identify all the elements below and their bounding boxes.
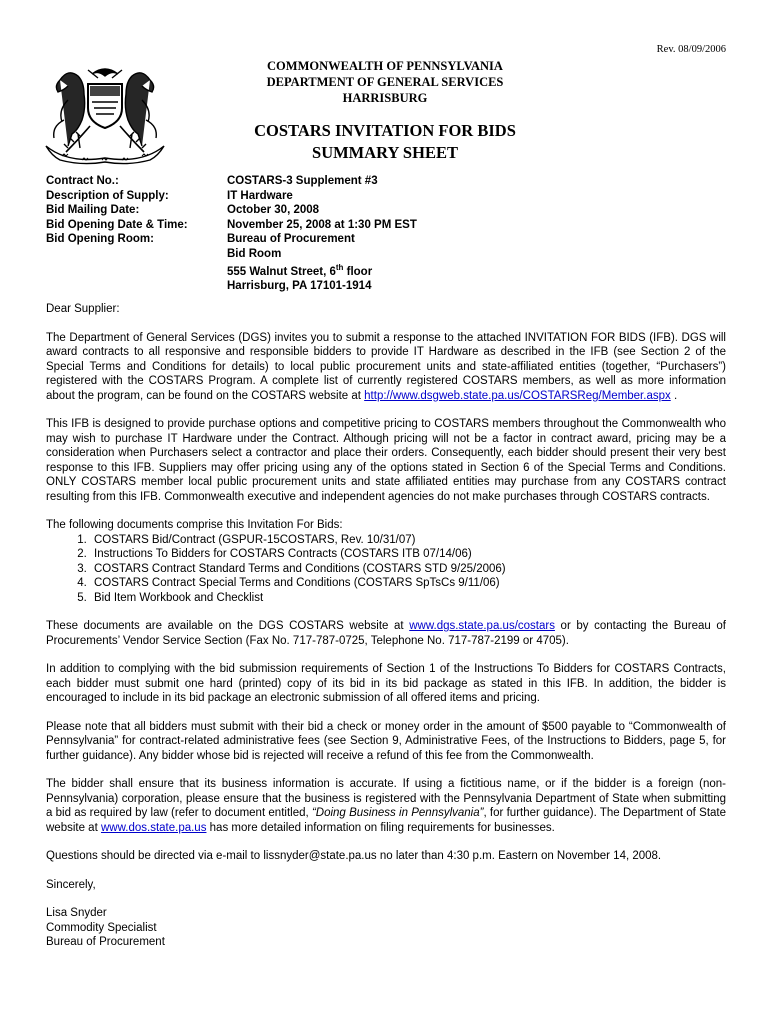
title-line: COSTARS INVITATION FOR BIDS (254, 121, 516, 140)
signer-bureau: Bureau of Procurement (46, 936, 165, 948)
contract-no-value: COSTARS-3 Supplement #3 (227, 175, 378, 187)
agency-line: HARRISBURG (342, 91, 428, 105)
list-item: 5. Bid Item Workbook and Checklist (90, 591, 726, 606)
paragraph-fee: Please note that all bidders must submit with their bid a check or money order in the amount of $500 payable to “Commonwealth of Pennsylvania” for contract-related administrative fees (see Section 9, Administrative Fees, of the Instructions to Bidders, page 5, for further guidance). Any bidder whose bid is rejected will receive a refund of this fee from the Commonwealth. (46, 720, 726, 762)
list-item: 2. Instructions To Bidders for COSTARS Contracts (COSTARS ITB 07/14/06) (90, 547, 726, 562)
signer-title: Commodity Specialist (46, 921, 157, 934)
opening-room-label: Bid Opening Room: (46, 233, 154, 245)
room-line: Bureau of Procurement (227, 233, 355, 245)
closing: Sincerely, (46, 878, 96, 891)
list-item: 3. COSTARS Contract Standard Terms and Conditions (COSTARS STD 9/25/2006) (90, 562, 726, 577)
docs-intro: The following documents comprise this Invitation For Bids: (46, 519, 343, 531)
signature-block (46, 906, 726, 950)
dos-website-link[interactable]: www.dos.state.pa.us (100, 821, 207, 834)
document-title (170, 120, 600, 164)
costars-member-link[interactable]: http://www.dsgweb.state.pa.us/COSTARSReg/Member.aspx (364, 389, 671, 402)
paragraph-business-info: The bidder shall ensure that its business information is accurate. If using a fictitious name, or if the bidder is a foreign (non-Pennsylvania) corporation, please ensure that the business is registered with the Pennsylvania Department of State when submitting a bid as required by law (refer to document entitled, “Doing Business in Pennsylvania”, for further guidance). The Department of State website at www.dos.state.pa.us has more detailed information on filing requirements for businesses. (46, 778, 726, 834)
signer-name: Lisa Snyder (46, 907, 107, 919)
room-line: Harrisburg, PA 17101-1914 (227, 280, 372, 293)
dgs-costars-link[interactable]: www.dgs.state.pa.us/costars (409, 620, 555, 632)
contract-no-label: Contract No.: (46, 175, 119, 187)
documents-list (46, 533, 726, 606)
paragraph-intro: The Department of General Services (DGS) invites you to submit a response to the attached INVITATION FOR BIDS (IFB). DGS will award contracts to all responsive and responsible bidders to provide IT Hardware as described in the IFB (see Section 2 of the Special Terms and Conditions for details) to local public procurement units and state-affiliated entities (together, “Purchasers”) registered with the COSTARS Program. A complete list of currently registered COSTARS members, as well as more information about the program, can be found on the COSTARS website at http://www.dsgweb.state.pa.us/COSTARSReg/Member.aspx . (46, 331, 726, 402)
revision-date: Rev. 08/09/2006 (656, 44, 726, 55)
mailing-date-label: Bid Mailing Date: (46, 204, 140, 216)
letter-body (46, 302, 726, 950)
description-label: Description of Supply: (46, 189, 169, 202)
list-item: 4. COSTARS Contract Special Terms and Conditions (COSTARS SpTsCs 9/11/06) (90, 576, 726, 591)
paragraph-availability: These documents are available on the DGS COSTARS website at www.dgs.state.pa.us/costars or by contacting the Bureau of Procurements’ Vendor Service Section (Fax No. 717-787-0725, Telephone No. 717-787-2199 or 4705). (46, 620, 726, 647)
room-line: Bid Room (227, 247, 282, 260)
salutation: Dear Supplier: (46, 303, 120, 315)
summary-labels (46, 174, 188, 247)
paragraph-questions: Questions should be directed via e-mail to lissnyder@state.pa.us no later than 4:30 p.m. Eastern on November 14, 2008. (46, 850, 662, 862)
room-address-line: 555 Walnut Street, 6th floor (227, 263, 373, 278)
description-value: IT Hardware (227, 189, 293, 202)
pennsylvania-coat-of-arms-seal (38, 60, 172, 166)
mailing-date-value: October 30, 2008 (227, 204, 320, 216)
list-item: 1. COSTARS Bid/Contract (GSPUR-15COSTARS, Rev. 10/31/07) (90, 533, 726, 548)
agency-heading (170, 58, 600, 106)
paragraph-submission: In addition to complying with the bid submission requirements of Section 1 of the Instructions To Bidders for COSTARS Contracts, each bidder must submit one hard (printed) copy of its bid in its bid package as stated in this IFB. In addition, the bidder is encouraged to include in its bid package an electronic submission of all offered items and pricing. (46, 663, 726, 704)
agency-line: COMMONWEALTH OF PENNSYLVANIA (267, 59, 503, 73)
agency-line: DEPARTMENT OF GENERAL SERVICES (266, 75, 504, 89)
title-line: SUMMARY SHEET (312, 143, 458, 162)
opening-datetime-value: November 25, 2008 at 1:30 PM EST (227, 218, 417, 231)
summary-values (227, 174, 417, 294)
opening-datetime-label: Bid Opening Date & Time: (46, 218, 188, 231)
paragraph-purpose: This IFB is designed to provide purchase options and competitive pricing to COSTARS members throughout the Commonwealth who may wish to purchase IT Hardware under the Contract. Although pricing will not be a factor in contract award, pricing may be a consideration when Purchasers select a contractor and place their orders. Consequently, each bidder should present their very best response to this IFB. Suppliers may offer pricing using any of the options stated in Section 6 of the Special Terms and Conditions. ONLY COSTARS member local public procurement units and state affiliated entities may purchase from any COSTARS contract resulting from this IFB. Commonwealth executive and independent agencies do not make purchases through COSTARS contracts. (46, 418, 726, 503)
